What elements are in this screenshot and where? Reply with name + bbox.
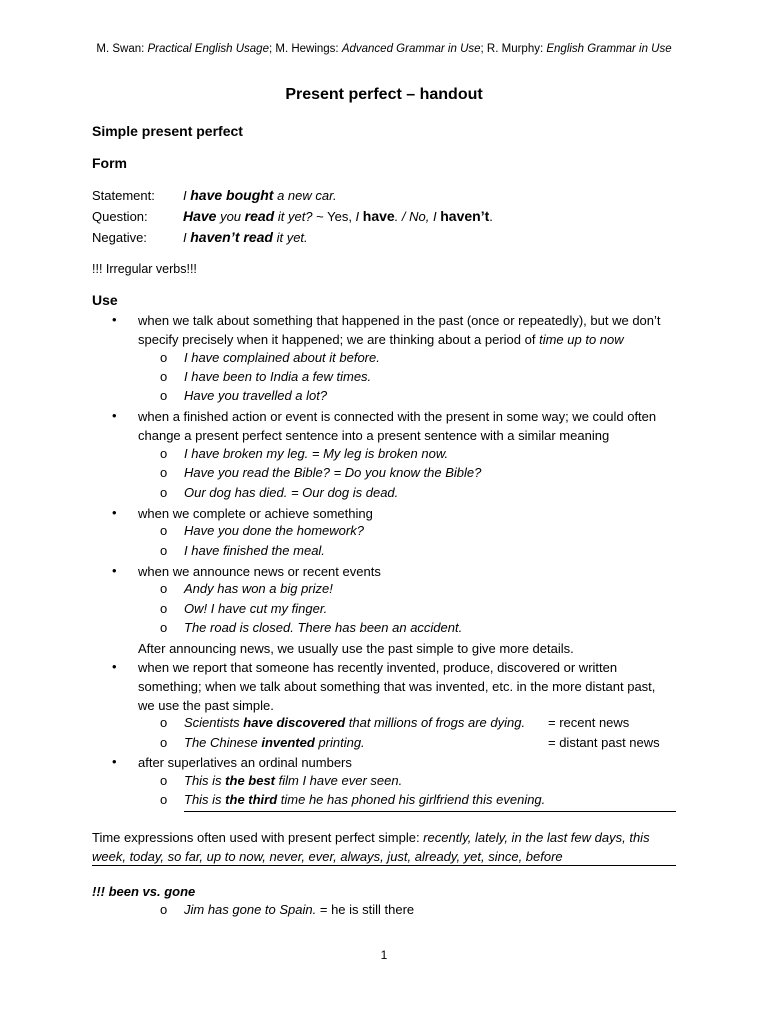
divider: [92, 865, 676, 866]
sub-bullet-icon: o: [160, 601, 168, 616]
sub-bullet-icon: o: [160, 543, 168, 558]
sub-bullet-icon: o: [160, 715, 168, 730]
bullet-icon: •: [112, 312, 117, 327]
use-item-2: when a finished action or event is connected with the present in some way; we could often change a present perfect sentence into a present sentence with a similar meaning: [138, 409, 657, 443]
sub-bullet-icon: o: [160, 485, 168, 500]
bullet-icon: •: [112, 754, 117, 769]
page-number: 1: [380, 948, 388, 962]
example: Scientists have discovered that millions of frogs are dying.: [184, 715, 526, 730]
sub-bullet-icon: o: [160, 388, 168, 403]
example: Ow! I have cut my finger.: [184, 601, 328, 616]
question-example: Have you read it yet? ~ Yes, I have. / No, I haven’t.: [183, 208, 493, 224]
sub-bullet-icon: o: [160, 620, 168, 635]
statement-example: I have bought a new car.: [183, 187, 337, 203]
sub-bullet-icon: o: [160, 773, 168, 788]
example: I have been to India a few times.: [184, 369, 372, 384]
bullet-icon: •: [112, 659, 117, 674]
example: Our dog has died. = Our dog is dead.: [184, 485, 399, 500]
page-title: Present perfect – handout: [285, 86, 483, 103]
example-note: = distant past news: [548, 735, 660, 750]
example: This is the third time he has phoned his girlfriend this evening.: [184, 792, 546, 807]
source-references: M. Swan: Practical English Usage; M. Hewings: Advanced Grammar in Use; R. Murphy: English Grammar in Use: [96, 43, 672, 55]
example: Jim has gone to Spain. = he is still there: [184, 902, 415, 917]
sub-bullet-icon: o: [160, 735, 168, 750]
sub-bullet-icon: o: [160, 350, 168, 365]
negative-example: I haven’t read it yet.: [183, 229, 308, 245]
divider: [184, 811, 676, 812]
example: Have you done the homework?: [184, 523, 364, 538]
irregular-verbs-note: !!! Irregular verbs!!!: [92, 262, 197, 276]
use-item-4: when we announce news or recent events: [138, 564, 381, 579]
example: This is the best film I have ever seen.: [184, 773, 403, 788]
use-item-5: when we report that someone has recently invented, produce, discovered or written something; when we talk about something that was invented, etc. in the more distant past, we use the past simple.: [138, 660, 656, 713]
sub-bullet-icon: o: [160, 465, 168, 480]
time-expressions: Time expressions often used with present perfect simple: recently, lately, in the last few days, this week, today, so far, up to now, never, ever, always, just, already, yet, since, before: [92, 830, 650, 864]
example: I have finished the meal.: [184, 543, 325, 558]
statement-label: Statement:: [92, 188, 155, 203]
bullet-icon: •: [112, 408, 117, 423]
sub-bullet-icon: o: [160, 902, 168, 917]
bullet-icon: •: [112, 505, 117, 520]
news-note: After announcing news, we usually use the past simple to give more details.: [138, 641, 574, 656]
example: Have you travelled a lot?: [184, 388, 328, 403]
sub-bullet-icon: o: [160, 369, 168, 384]
form-heading: Form: [92, 155, 127, 171]
use-item-6: after superlatives an ordinal numbers: [138, 755, 352, 770]
sub-bullet-icon: o: [160, 523, 168, 538]
example: Andy has won a big prize!: [184, 581, 333, 596]
use-item-3: when we complete or achieve something: [138, 506, 373, 521]
example: I have broken my leg. = My leg is broken now.: [184, 446, 449, 461]
bullet-icon: •: [112, 563, 117, 578]
example-note: = recent news: [548, 715, 630, 730]
example: Have you read the Bible? = Do you know the Bible?: [184, 465, 482, 480]
sub-bullet-icon: o: [160, 581, 168, 596]
use-heading: Use: [92, 292, 118, 308]
example: The road is closed. There has been an accident.: [184, 620, 463, 635]
negative-label: Negative:: [92, 230, 147, 245]
use-item-1: when we talk about something that happened in the past (once or repeatedly), but we don’t specify precisely when it happened; we are thinking about a period of time up to now: [138, 313, 661, 347]
example: I have complained about it before.: [184, 350, 380, 365]
question-label: Question:: [92, 209, 148, 224]
example: The Chinese invented printing.: [184, 735, 365, 750]
sub-bullet-icon: o: [160, 792, 168, 807]
section-heading: Simple present perfect: [92, 123, 243, 139]
been-gone-heading: !!! been vs. gone: [92, 884, 196, 899]
sub-bullet-icon: o: [160, 446, 168, 461]
